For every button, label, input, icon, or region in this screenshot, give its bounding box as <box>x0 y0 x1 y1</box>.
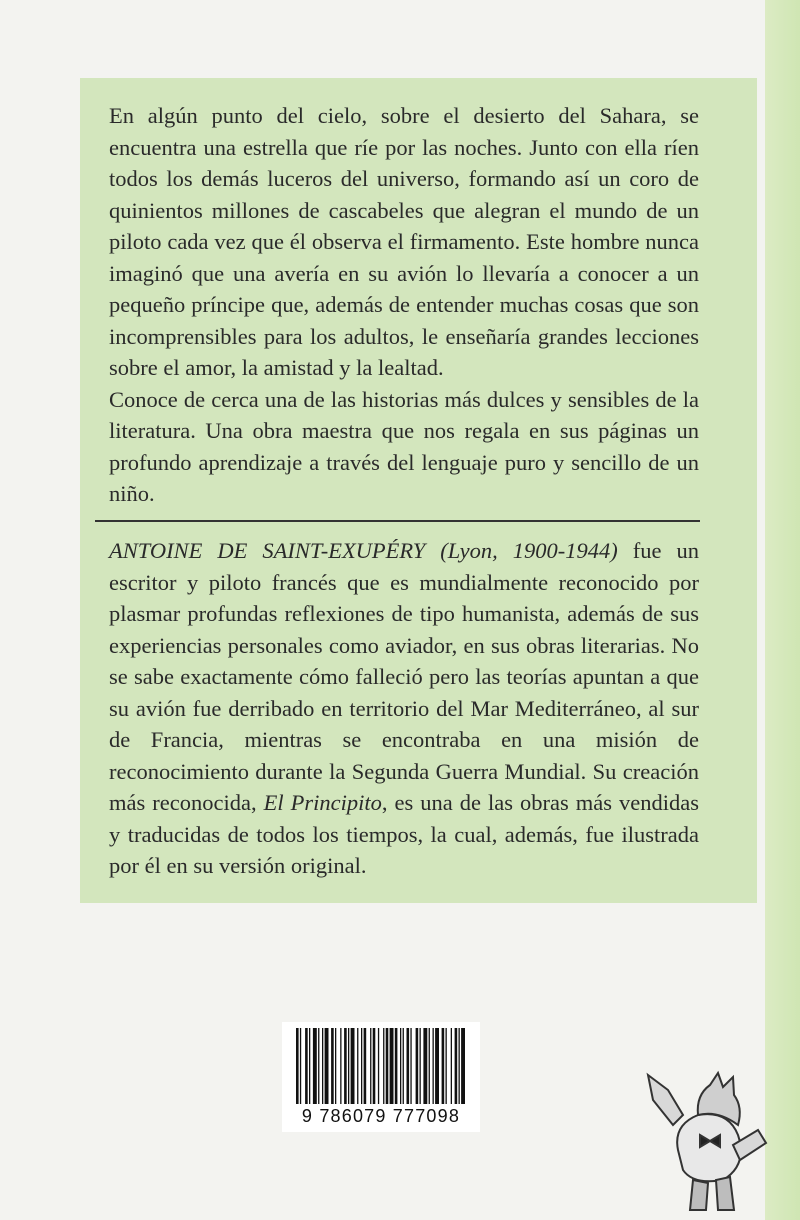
barcode-bar <box>322 1028 323 1104</box>
barcode-bar <box>435 1028 439 1104</box>
barcode-bar <box>348 1028 349 1104</box>
divider-line <box>95 520 700 522</box>
barcode-bar <box>403 1028 404 1104</box>
barcode-bar <box>390 1028 394 1104</box>
little-prince-illustration-icon <box>638 1055 768 1215</box>
barcode-bars <box>296 1028 466 1104</box>
barcode-bar <box>455 1028 458 1104</box>
blurb-paragraph-2: Conoce de cerca una de las historias más dulces y sensibles de la literatura. Una obra maestra que nos regala en sus páginas un profundo aprendizaje a través del lenguaje puro y sencillo de un niño. <box>109 386 699 506</box>
barcode-bar <box>429 1028 430 1104</box>
barcode-bar <box>400 1028 401 1104</box>
barcode-bar <box>313 1028 317 1104</box>
book-title: El Principito <box>263 790 382 815</box>
barcode-bar <box>378 1028 379 1104</box>
barcode-bar <box>383 1028 384 1104</box>
barcode-bar <box>296 1028 299 1104</box>
barcode-bar <box>451 1028 452 1104</box>
barcode-bar <box>344 1028 347 1104</box>
barcode-bar <box>446 1028 447 1104</box>
barcode-bar <box>305 1028 308 1104</box>
barcode-bar <box>433 1028 434 1104</box>
barcode-bar <box>357 1028 358 1104</box>
barcode-bar <box>309 1028 310 1104</box>
barcode-bar <box>442 1028 445 1104</box>
barcode-bar <box>361 1028 362 1104</box>
barcode-bar <box>410 1028 411 1104</box>
barcode-bar <box>370 1028 371 1104</box>
blurb <box>109 100 699 510</box>
barcode-bar <box>340 1028 341 1104</box>
barcode-bar <box>373 1028 376 1104</box>
barcode-bar <box>407 1028 410 1104</box>
barcode-bar <box>459 1028 460 1104</box>
barcode-bar <box>351 1028 355 1104</box>
barcode-bar <box>335 1028 336 1104</box>
bio-text-2: , es una de las obras más vendidas y traducidas de todos los tiempos, la cual, además, fue ilustrada por él en su versión original. <box>109 790 700 878</box>
green-edge-strip <box>765 0 800 1220</box>
author-name: ANTOINE DE SAINT-EXUPÉRY (Lyon, 1900-1944) <box>109 538 618 563</box>
barcode-bar <box>325 1028 329 1104</box>
barcode-bar <box>461 1028 465 1104</box>
barcode-bar <box>416 1028 419 1104</box>
bio-text-1: fue un escritor y piloto francés que es mundialmente reconocido por plasmar profundas reflexiones de tipo humanista, además de sus experiencias personales como aviador, en sus obras literarias. No se sabe exactamente cómo falleció pero las teorías apuntan a que su avión fue derribado en territorio del Mar Mediterráneo, al sur de Francia, mientras se encontraba en una misión de reconocimiento durante la Segunda Guerra Mundial. Su creación más reconocida, <box>109 538 699 815</box>
blurb-paragraph-1: En algún punto del cielo, sobre el desierto del Sahara, se encuentra una estrella que ríe por las noches. Junto con ella ríen todos los demás luceros del universo, formando así un coro de quinientos millones de cascabeles que alegran el mundo de un piloto cada vez que él observa el firmamento. Este hombre nunca imaginó que una avería en su avión lo llevaría a conocer a un pequeño príncipe que, además de entender muchas cosas que son incomprensibles para los adultos, le enseñaría grandes lecciones sobre el amor, la amistad y la lealtad. <box>109 103 699 380</box>
author-bio-paragraph <box>109 535 699 882</box>
barcode-bar <box>386 1028 389 1104</box>
barcode-bar <box>420 1028 421 1104</box>
barcode-bar <box>318 1028 319 1104</box>
barcode-bar <box>331 1028 334 1104</box>
barcode-digits: 9 786079 777098 <box>301 1106 461 1126</box>
barcode-bar <box>300 1028 301 1104</box>
barcode <box>282 1022 480 1132</box>
author-bio <box>109 535 699 882</box>
barcode-bar <box>423 1028 427 1104</box>
barcode-bar <box>395 1028 398 1104</box>
barcode-bar <box>364 1028 367 1104</box>
